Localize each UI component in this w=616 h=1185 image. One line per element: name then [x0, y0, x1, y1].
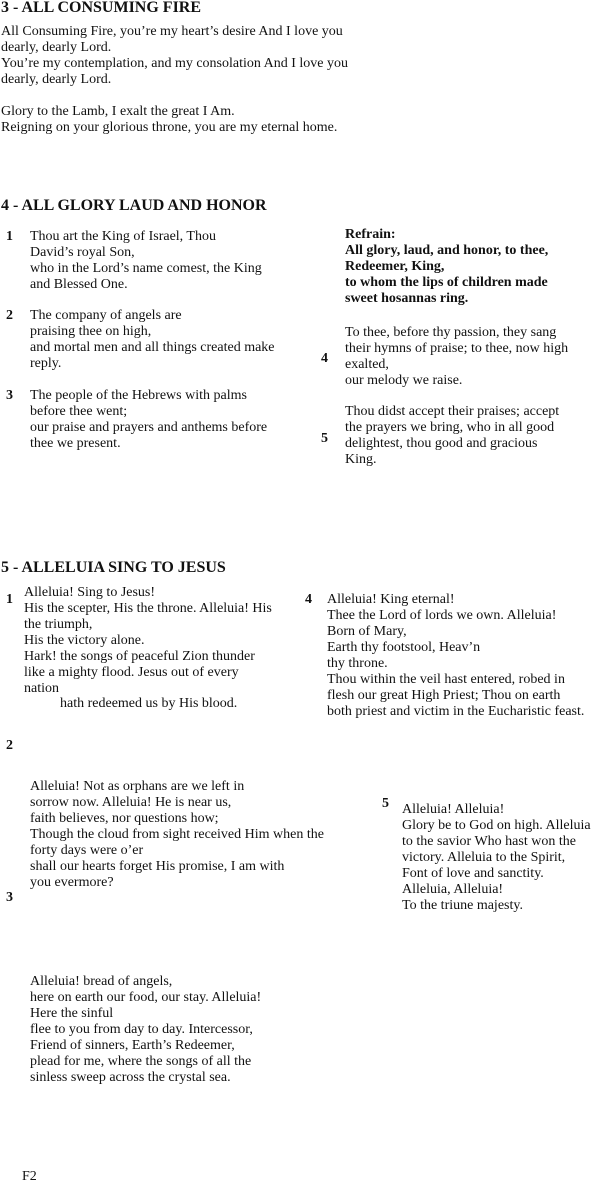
song3-title: 3 - ALL CONSUMING FIRE	[1, 0, 202, 16]
song5-verse4-number: 4	[305, 592, 312, 607]
song4-verse2-number: 2	[6, 308, 13, 323]
song5-verse5: Alleluia! Alleluia! Glory be to God on high. Alleluia to the savior Who hast won the victory. Alleluia to the Spirit, Font of love and sanctity. Alleluia, Alleluia! To the triune majesty.	[402, 802, 591, 913]
song4-refrain: Refrain: All glory, laud, and honor, to thee, Redeemer, King, to whom the lips of children made sweet hosannas ring.	[345, 227, 549, 306]
song4-verse2: The company of angels are praising thee on high, and mortal men and all things created make reply.	[30, 308, 275, 371]
song5-verse3-number: 3	[6, 890, 13, 905]
song4-verse1-number: 1	[6, 229, 13, 244]
song5-verse2: Alleluia! Not as orphans are we left in sorrow now. Alleluia! He is near us, faith believes, nor questions how; Though the cloud from sight received Him when the forty days were o’er shall our hearts forget His promise, I am with you evermore?	[30, 779, 324, 890]
song5-verse4: Alleluia! King eternal! Thee the Lord of lords we own. Alleluia! Born of Mary, Earth thy footstool, Heav’n thy throne. Thou within the veil hast entered, robed in flesh our great High Priest; Thou on earth both priest and victim in the Eucharistic feast.	[327, 592, 585, 719]
song5-title: 5 - ALLELUIA SING TO JESUS	[1, 559, 226, 576]
page-number: F2	[22, 1169, 37, 1184]
song5-verse3: Alleluia! bread of angels, here on earth our food, our stay. Alleluia! Here the sinful flee to you from day to day. Intercessor, Friend of sinners, Earth’s Redeemer, plead for me, where the songs of all the sinless sweep across the crystal sea.	[30, 974, 262, 1085]
song4-verse5-number: 5	[321, 431, 328, 446]
song3-verse-a: All Consuming Fire, you’re my heart’s desire And I love you dearly, dearly Lord. You’re my contemplation, and my consolation And I love you dearly, dearly Lord.	[1, 24, 348, 87]
song5-verse1: Alleluia! Sing to Jesus! His the scepter, His the throne. Alleluia! His the triumph, His the victory alone. Hark! the songs of peaceful Zion thunder like a mighty flood. Jesus out of every nation	[24, 585, 272, 696]
song4-verse4-number: 4	[321, 351, 328, 366]
song4-verse3-number: 3	[6, 388, 13, 403]
song4-verse4: To thee, before thy passion, they sang their hymns of praise; to thee, now high exalted, our melody we raise.	[345, 325, 569, 388]
song3-verse-b: Glory to the Lamb, I exalt the great I Am. Reigning on your glorious throne, you are my eternal home.	[1, 104, 338, 135]
song5-verse5-number: 5	[382, 796, 389, 811]
song5-verse1-number: 1	[6, 592, 13, 607]
song4-verse3: The people of the Hebrews with palms before thee went; our praise and prayers and anthems before thee we present.	[30, 388, 268, 451]
song4-verse5: Thou didst accept their praises; accept the prayers we bring, who in all good delightest, thou good and gracious King.	[345, 404, 560, 467]
song4-title: 4 - ALL GLORY LAUD AND HONOR	[1, 197, 267, 214]
song5-verse2-number: 2	[6, 738, 13, 753]
song4-verse1: Thou art the King of Israel, Thou David’s royal Son, who in the Lord’s name comest, the King and Blessed One.	[30, 229, 262, 292]
song5-verse1-end: hath redeemed us by His blood.	[60, 696, 238, 711]
